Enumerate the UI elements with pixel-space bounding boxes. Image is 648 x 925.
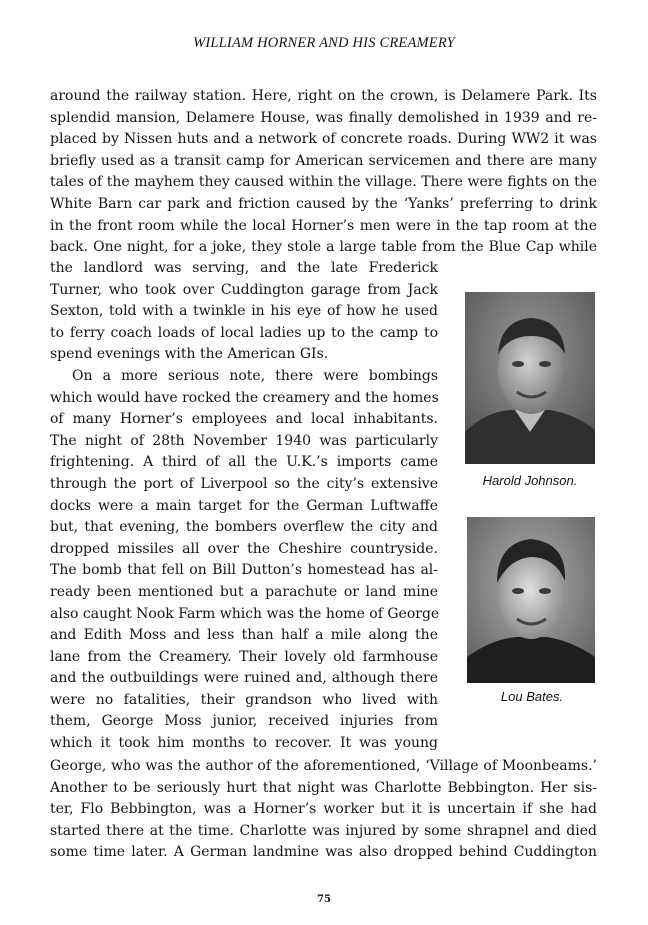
text-line: to ferry coach loads of local ladies up to the camp to [50, 324, 438, 341]
text-line: The night of 28th November 1940 was particularly [50, 432, 438, 449]
text-line: ready been mentioned but a parachute or land mine [50, 583, 438, 600]
text-line: On a more serious note, there were bombings [72, 367, 438, 384]
text-line: through the port of Liverpool so the city’s extensive [50, 475, 438, 492]
text-line: The bomb that fell on Bill Dutton’s homestead has al- [50, 562, 438, 579]
text-line: in the front room while the local Horner’s men were in the tap room at the [50, 217, 597, 234]
photo-caption: Harold Johnson. [482, 473, 578, 488]
text-line: and the outbuildings were ruined and, although there [50, 670, 438, 687]
photo-caption: Lou Bates. [500, 689, 564, 704]
text-line: of many Horner’s employees and local inhabitants. [50, 411, 438, 428]
page-number: 75 [317, 894, 331, 905]
running-head: WILLIAM HORNER AND HIS CREAMERY [193, 35, 455, 51]
text-line: ter, Flo Bebbington, was a Horner’s worker but it is uncertain if she had [50, 801, 597, 818]
text-line: docks were a main target for the German Luftwaffe [50, 497, 438, 514]
text-line: started there at the time. Charlotte was injured by some shrapnel and died [50, 822, 597, 839]
text-line: some time later. A German landmine was also dropped behind Cuddington [50, 844, 597, 861]
text-line: dropped missiles all over the Cheshire countryside. [50, 540, 438, 557]
text-line: spend evenings with the American GIs. [50, 346, 329, 363]
text-block-wrapped [50, 258, 438, 755]
text-line: briefly used as a transit camp for American servicemen and there are many [50, 152, 597, 169]
portrait-harold-johnson-image [465, 292, 595, 464]
text-line: back. One night, for a joke, they stole a large table from the Blue Cap while [50, 239, 597, 256]
portrait-photo-harold-johnson [465, 292, 595, 464]
text-line: also caught Nook Farm which was the home of George [50, 605, 440, 622]
text-line: splendid mansion, Delamere House, was finally demolished in 1939 and re- [50, 109, 597, 126]
text-line: but, that evening, the bombers overflew the city and [50, 519, 438, 536]
portrait-photo-lou-bates [467, 517, 595, 683]
text-line: which it took him months to recover. It was young [50, 735, 438, 752]
text-line: Turner, who took over Cuddington garage from Jack [50, 281, 438, 298]
portrait-lou-bates-image [467, 517, 595, 683]
text-line: and Edith Moss and less than half a mile along the [50, 627, 438, 644]
text-line: were no fatalities, their grandson who lived with [50, 691, 438, 708]
text-line: lane from the Creamery. Their lovely old farmhouse [50, 648, 438, 665]
text-line: around the railway station. Here, right on the crown, is Delamere Park. Its [50, 88, 597, 104]
text-line: Another to be seriously hurt that night was Charlotte Bebbington. Her sis- [50, 779, 597, 796]
text-line: tales of the mayhem they caused within the village. There were fights on the [50, 174, 597, 191]
text-line: which would have rocked the creamery and the homes [50, 389, 439, 406]
text-line: Sexton, told with a twinkle in his eye of how he used [50, 303, 438, 320]
text-line: White Barn car park and friction caused by the ‘Yanks’ preferring to drink [50, 195, 597, 212]
text-block-top [50, 86, 597, 259]
text-line: George, who was the author of the aforementioned, ‘Village of Moonbeams.’ [50, 758, 597, 774]
text-block-bottom [50, 756, 597, 864]
text-line: frightening. A third of all the U.K.’s imports came [50, 454, 438, 471]
text-line: them, George Moss junior, received injuries from [50, 713, 438, 730]
text-line: placed by Nissen huts and a network of concrete roads. During WW2 it was [50, 131, 597, 148]
text-line: the landlord was serving, and the late Frederick [50, 260, 438, 276]
